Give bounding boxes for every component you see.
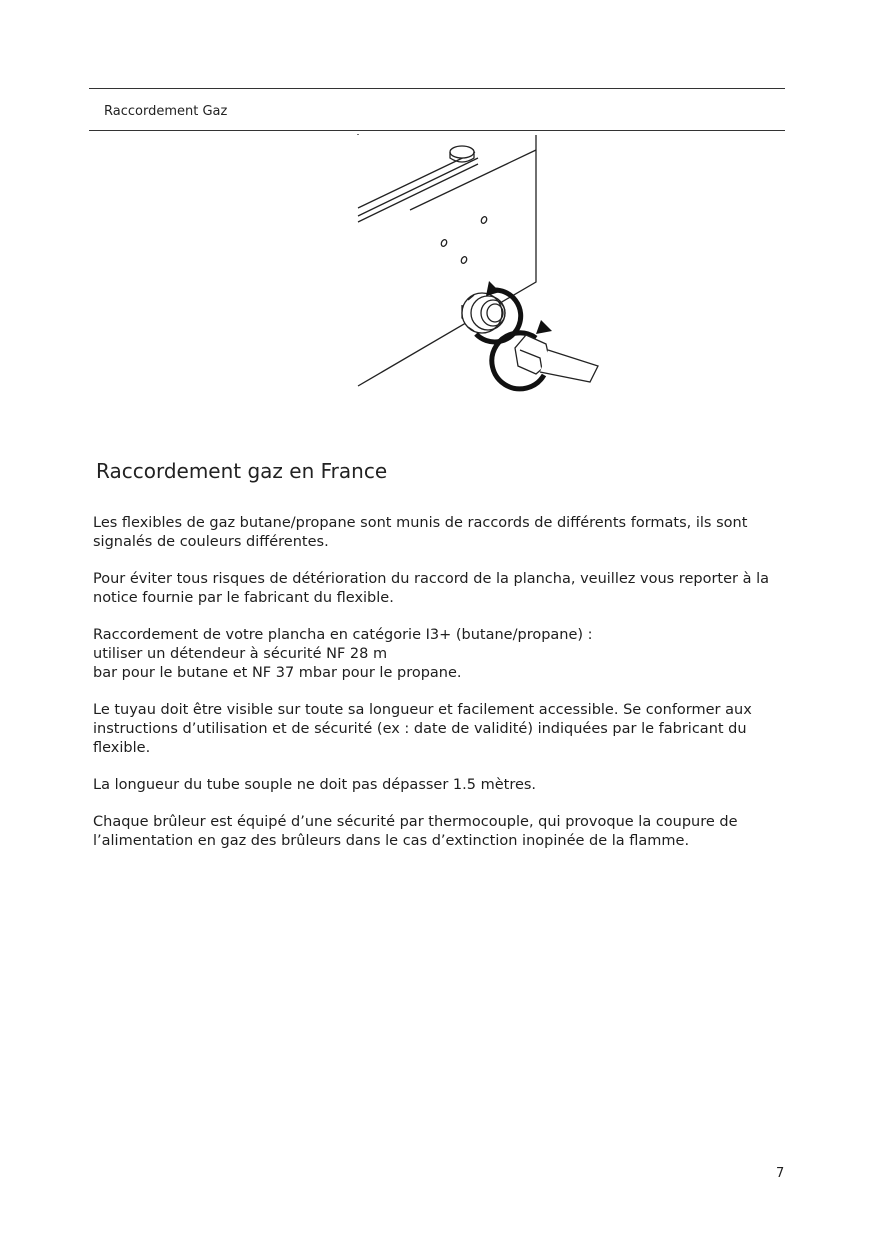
section-body (93, 514, 793, 869)
gas-connection-illustration (350, 130, 610, 392)
paragraph: La longueur du tube souple ne doit pas dépasser 1.5 mètres. (93, 777, 537, 793)
paragraph: Les flexibles de gaz butane/propane sont munis de raccords de différents formats, ils sont signalés de couleurs différentes. (93, 515, 748, 550)
section-title: Raccordement gaz en France (96, 459, 388, 483)
paragraph: Pour éviter tous risques de détérioration du raccord de la plancha, veuillez vous reporter à la notice fournie par le fabricant du flexible. (93, 571, 769, 606)
paragraph: Le tuyau doit être visible sur toute sa longueur et facilement accessible. Se conformer aux instructions d’utilisation et de sécurité (ex : date de validité) indiquées par le fabricant du flexible. (93, 702, 752, 756)
category-paragraph (93, 626, 793, 683)
paragraph: Chaque brûleur est équipé d’une sécurité par thermocouple, qui provoque la coupure de l’alimentation en gaz des brûleurs dans le cas d’extinction inopinée de la flamme. (93, 814, 738, 849)
page-number: 7 (776, 1166, 785, 1181)
running-header: Raccordement Gaz (104, 104, 228, 119)
category-line: utiliser un détendeur à sécurité NF 28 m (93, 646, 388, 662)
hose-fitting-icon (515, 335, 598, 382)
gas-inlet-connector-icon (462, 293, 505, 333)
category-line: bar pour le butane et NF 37 mbar pour le propane. (93, 665, 462, 681)
header-rule-top (89, 88, 785, 89)
category-line: Raccordement de votre plancha en catégorie I3+ (butane/propane) : (93, 627, 593, 643)
